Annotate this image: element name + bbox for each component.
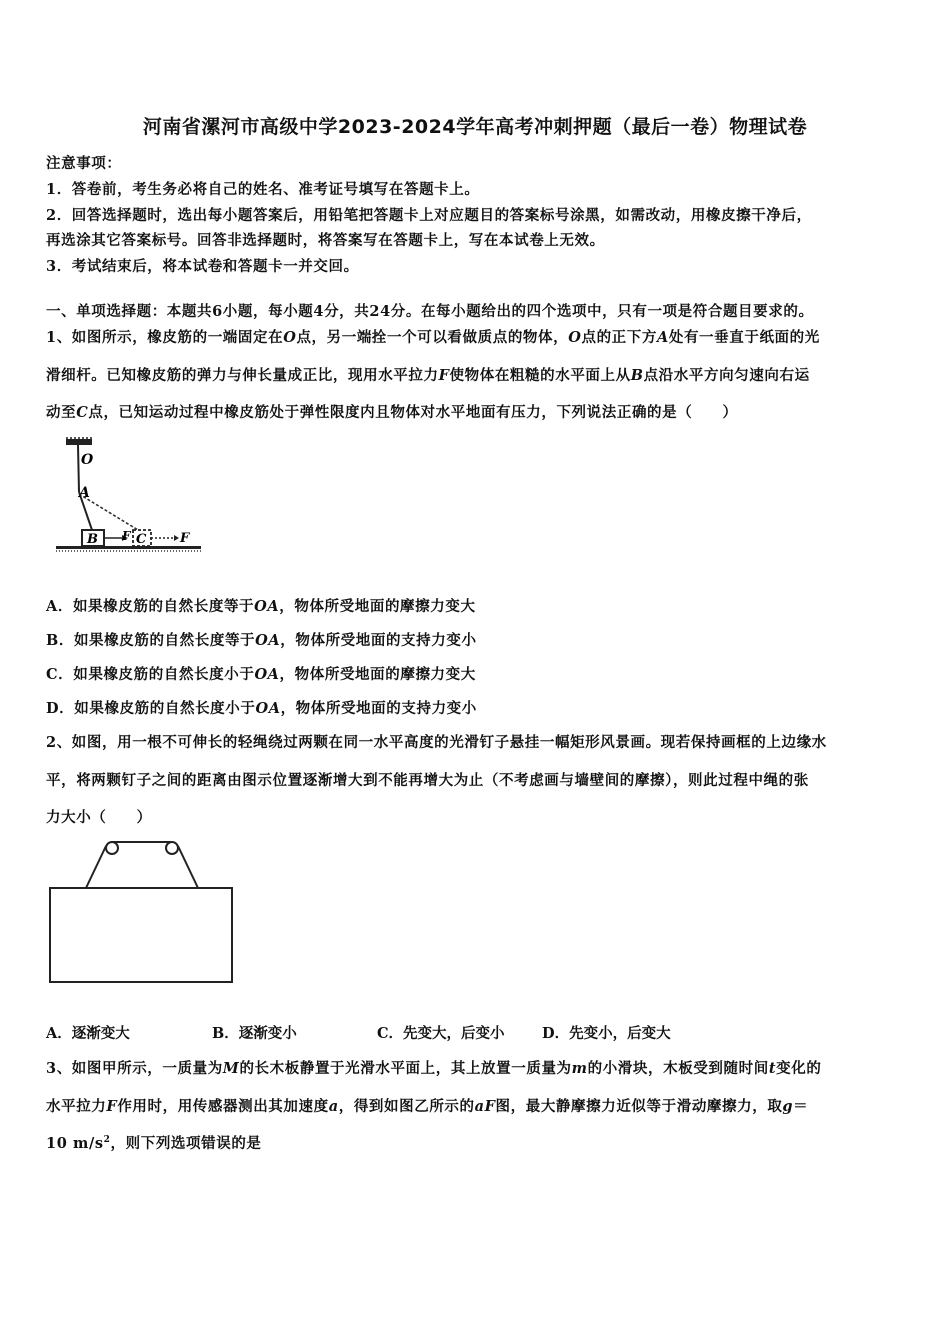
ground-line: [56, 546, 201, 549]
notice-item-3: 3．考试结束后，将本试卷和答题卡一并交回。: [46, 258, 359, 275]
q1-line-3: 动至C点，已知运动过程中橡皮筋处于弹性限度内且物体对水平地面有压力，下列说法正确的是（ ）: [46, 404, 738, 421]
q2-option-a: A．逐渐变大: [46, 1025, 130, 1042]
q2-line-1: 2、如图，用一根不可伸长的轻绳绕过两颗在同一水平高度的光滑钉子悬挂一幅矩形风景画。现若保持画框的上边缘水: [46, 734, 827, 751]
label-b: B: [87, 532, 98, 547]
ceiling-bar: [66, 439, 92, 445]
picture-frame: [50, 888, 232, 982]
q2-option-b: B．逐渐变小: [212, 1025, 297, 1042]
q1-option-d: D．如果橡皮筋的自然长度小于OA，物体所受地面的支持力变小: [46, 700, 477, 717]
section-heading: 一、单项选择题：本题共6小题，每小题4分，共24分。在每小题给出的四个选项中，只有一项是符合题目要求的。: [46, 303, 814, 320]
rope-left: [86, 846, 106, 888]
q2-line-2: 平，将两颗钉子之间的距离由图示位置逐渐增大到不能再增大为止（不考虑画与墙壁间的摩擦），则此过程中绳的张: [46, 772, 809, 789]
q1-line-2: 滑细杆。已知橡皮筋的弹力与伸长量成正比，现用水平拉力F使物体在粗糙的水平面上从B点沿水平方向匀速向右运: [46, 367, 810, 384]
q1-option-b: B．如果橡皮筋的自然长度等于OA，物体所受地面的支持力变小: [46, 632, 477, 649]
q2-option-d: D．先变小，后变大: [542, 1025, 671, 1042]
q2-figure: [46, 836, 238, 986]
q1-option-c: C．如果橡皮筋的自然长度小于OA，物体所受地面的摩擦力变大: [46, 666, 476, 683]
q2-line-3: 力大小（ ）: [46, 809, 152, 826]
nail-left: [106, 842, 118, 854]
q1-figure: [46, 434, 206, 559]
label-c: C: [136, 532, 147, 547]
page-title: 河南省漯河市高级中学2023-2024学年高考冲刺押题（最后一卷）物理试卷: [142, 116, 808, 138]
q3-line-2: 水平拉力F作用时，用传感器测出其加速度a，得到如图乙所示的aF图，最大静摩擦力近似等于滑动摩擦力，取g＝: [46, 1098, 809, 1115]
label-f2: F: [180, 531, 190, 546]
label-f1: F: [122, 529, 131, 543]
q1-option-a: A．如果橡皮筋的自然长度等于OA，物体所受地面的摩擦力变大: [46, 598, 476, 615]
notice-item-1: 1．答卷前，考生务必将自己的姓名、准考证号填写在答题卡上。: [46, 181, 480, 198]
rope-right: [178, 846, 198, 888]
label-a: A: [79, 485, 90, 501]
q2-option-c: C．先变大，后变小: [377, 1025, 505, 1042]
notice-heading: 注意事项：: [46, 155, 122, 172]
nail-right: [166, 842, 178, 854]
label-o: O: [81, 452, 94, 468]
force-arrow-2-head: [174, 535, 179, 541]
q1-line-1: 1、如图所示，橡皮筋的一端固定在O点，另一端拴一个可以看做质点的物体，O点的正下方A处有一垂直于纸面的光: [46, 329, 820, 346]
q3-line-1: 3、如图甲所示，一质量为M的长木板静置于光滑水平面上，其上放置一质量为m的小滑块，木板受到随时间t变化的: [46, 1060, 822, 1077]
notice-item-2-cont: 再选涂其它答案标号。回答非选择题时，将答案写在答题卡上，写在本试卷上无效。: [46, 232, 605, 249]
notice-item-2: 2．回答选择题时，选出每小题答案后，用铅笔把答题卡上对应题目的答案标号涂黑，如需改动，用橡皮擦干净后，: [46, 207, 812, 224]
q3-line-3: 10 $m/s^2$，则下列选项错误的是: [46, 1135, 262, 1152]
